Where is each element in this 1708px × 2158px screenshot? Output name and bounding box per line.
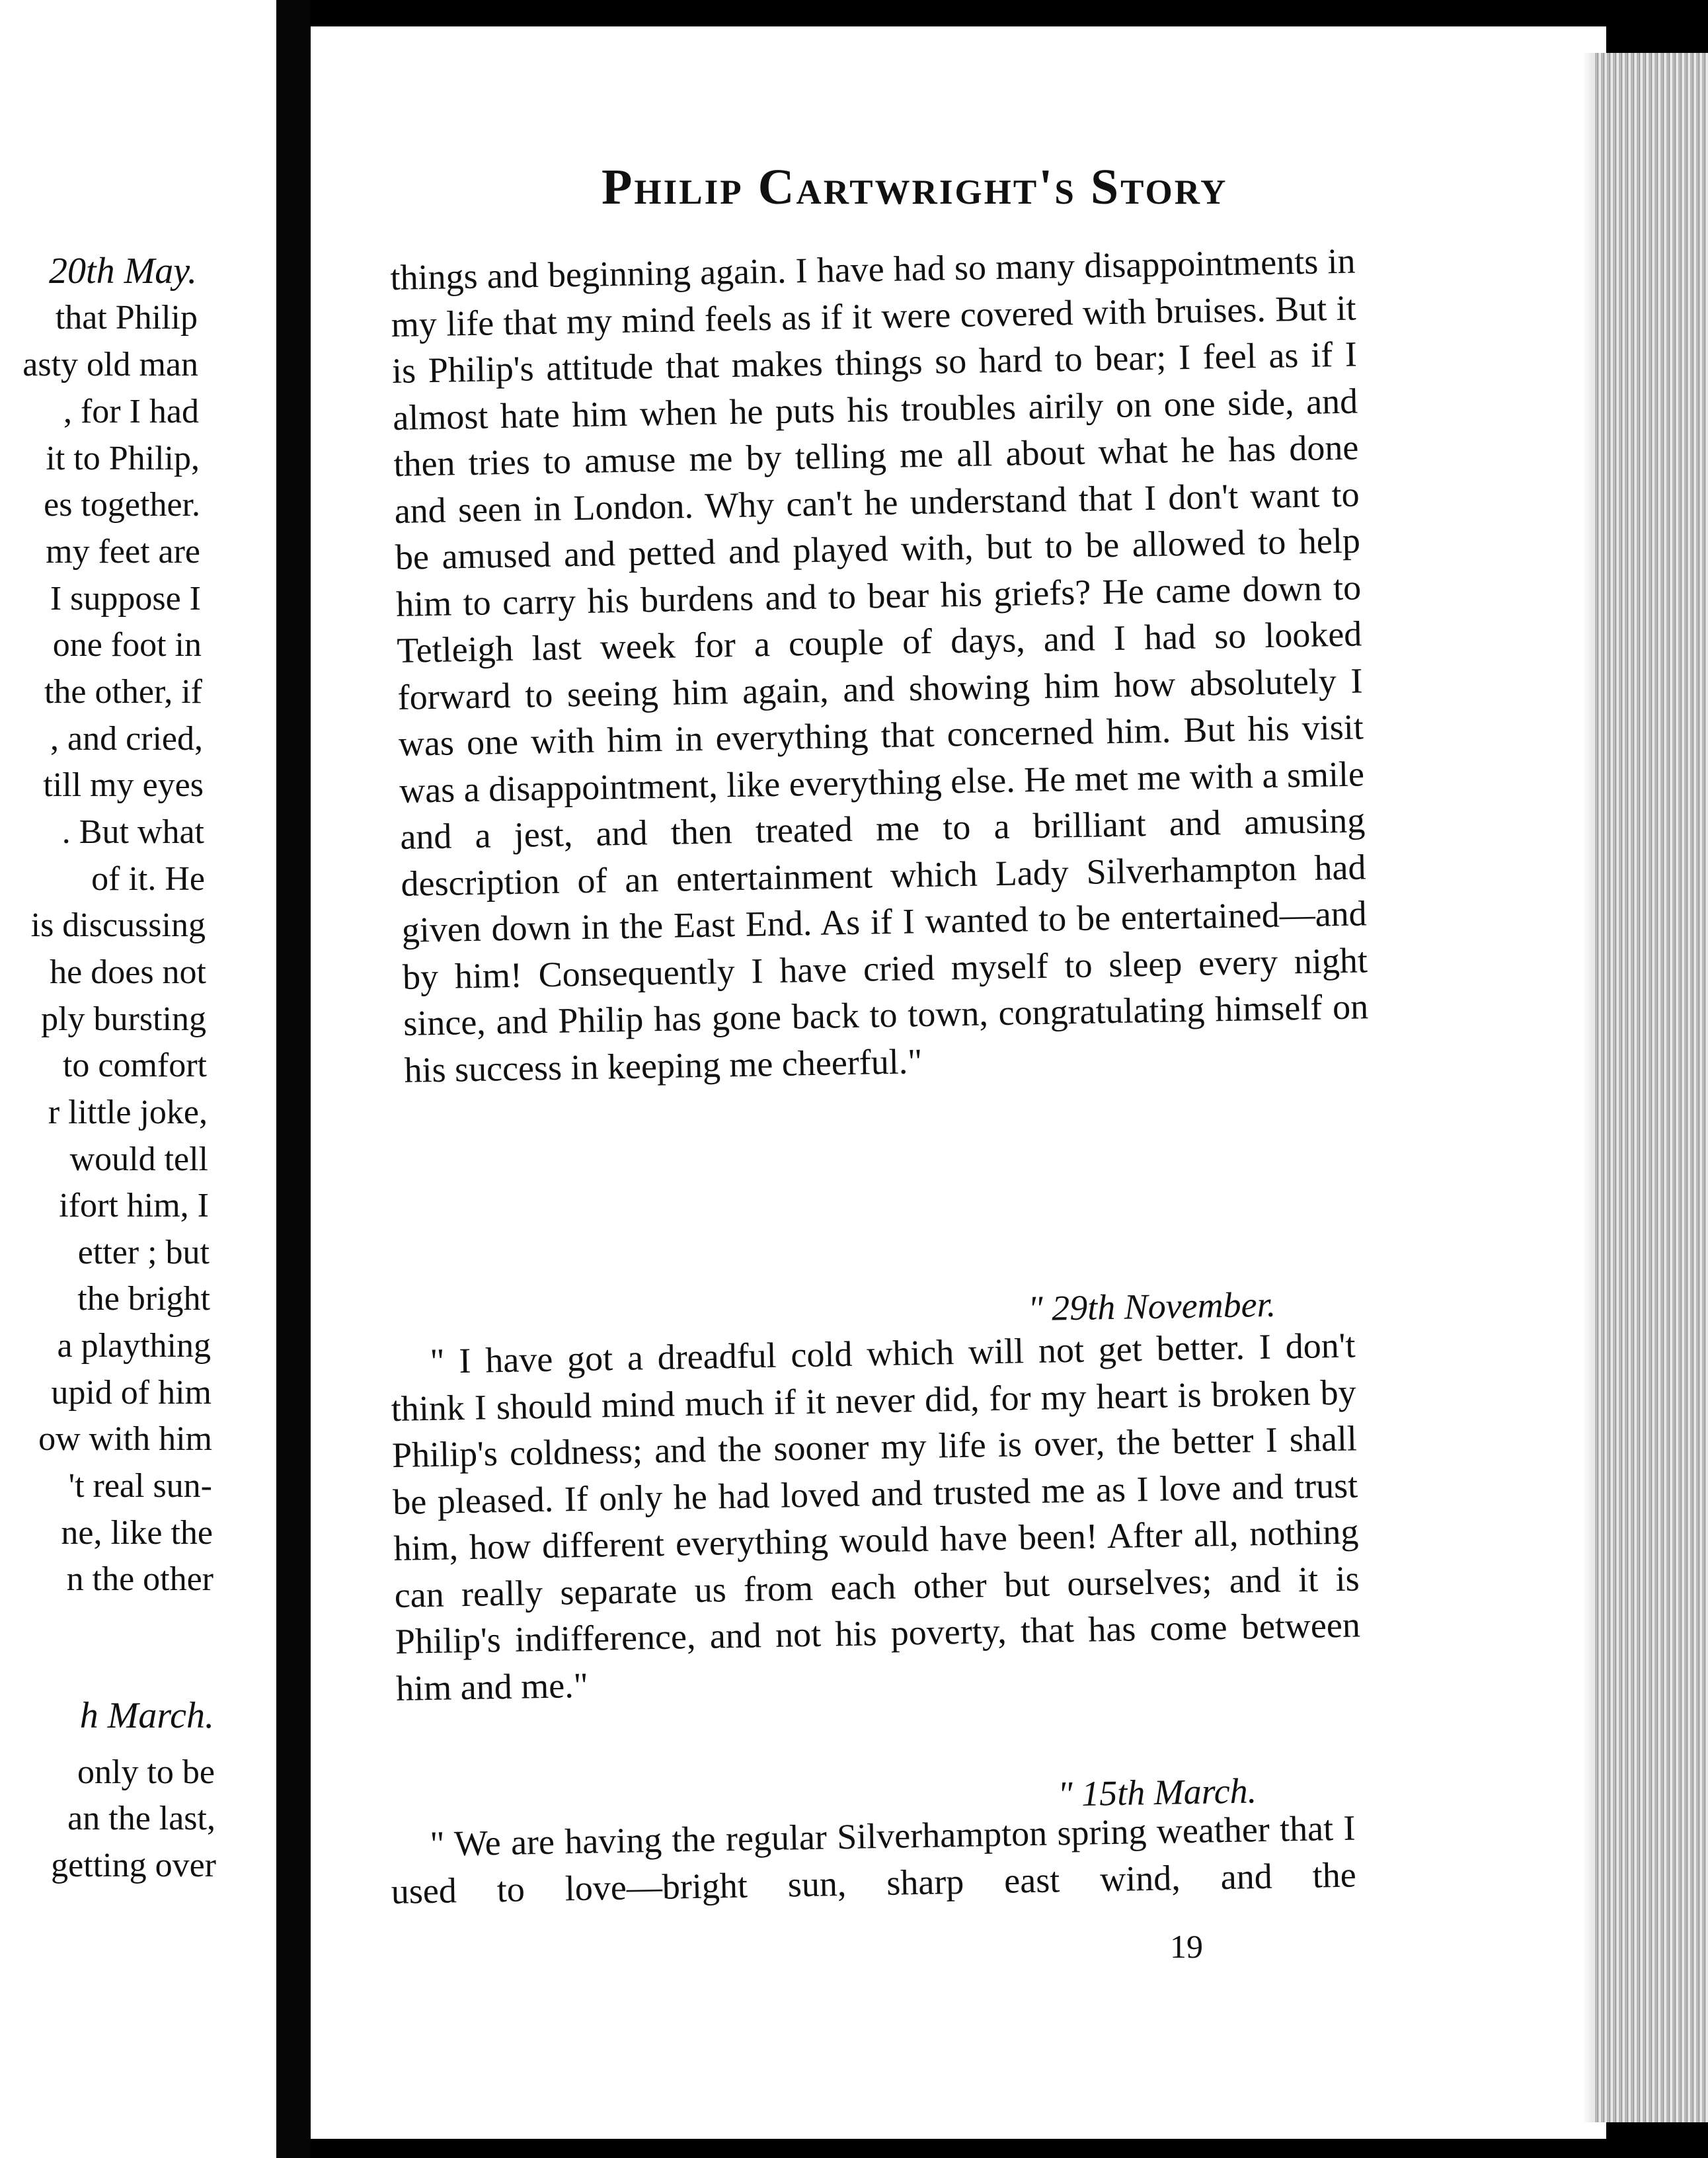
left-page-line: a plaything: [57, 1327, 211, 1365]
left-page-line: it to Philip,: [46, 440, 200, 477]
left-page-line: I suppose I: [50, 580, 201, 618]
left-page-line: ne, like the: [61, 1514, 213, 1552]
left-page-line: the other, if: [44, 673, 202, 711]
left-page-line: ow with him: [38, 1420, 212, 1458]
left-page-line: getting over: [51, 1847, 216, 1884]
left-page-line: r little joke,: [48, 1094, 208, 1131]
left-page-line: ifort him, I: [59, 1187, 209, 1224]
left-page-line: es together.: [44, 486, 200, 524]
left-page-line: would tell: [69, 1140, 208, 1178]
right-page: [311, 26, 1606, 2139]
left-page-line: 't real sun-: [68, 1467, 212, 1505]
left-page-line: 20th May.: [49, 251, 197, 292]
left-page-line: my feet are: [46, 533, 200, 571]
left-page-line: only to be: [77, 1753, 215, 1791]
running-title: Philip Cartwright's Story: [602, 159, 1228, 215]
left-page-line: upid of him: [51, 1374, 212, 1412]
left-page-line: . But what: [61, 813, 204, 851]
left-page-line: of it. He: [91, 860, 205, 898]
left-page-line: , for I had: [63, 393, 199, 430]
left-page-line: n the other: [66, 1560, 214, 1598]
paragraph-2: " I have got a dreadful cold which will not get better. I don't think I should mind much if it never did, for my heart is broken by Philip's coldness; and the sooner my life is over, the better I shall be pleased. If only he had loved and trusted me as I love and trust him, how different everything would have been! After all, nothing can really separate us from each other but ourselves; and it is Philip's indifference, and not his poverty, that has come between him and me.": [391, 1325, 1361, 1708]
signature-mark: 19: [1170, 1928, 1203, 1965]
left-page-line: h March.: [79, 1695, 214, 1736]
left-page-line: , and cried,: [50, 720, 203, 758]
entry-date-29th-november: " 29th November.: [1027, 1284, 1276, 1329]
left-page-line: he does not: [50, 953, 206, 991]
paragraph-1: things and beginning again. I have had so many disappointments in my life that my mind feels as if it were covered with bruises. But it is Philip's attitude that makes things so hard to bear; I feel as if I almost hate him when he puts his troubles airily on one side, and then tries to amuse me by telling me all about what he has done and seen in London. Why can't he understand that I don't want to be amused and petted and played with, but to be allowed to help him to carry his burdens and to bear his griefs? He came down to Tetleigh last week for a couple of days, and I had so looked forward to seeing him again, and showing him how absolutely I was one with him in everything that concerned him. But his visit was a disappointment, like everything else. He met me with a smile and a jest, and then treated me to a brilliant and amusing description of an entertainment which Lady Silverhampton had given down in the East End. As if I wanted to be entertained—and by him! Consequently I have cried myself to sleep every night since, and Philip has gone back to town, congratulating himself on his success in keeping me cheerful.": [390, 241, 1369, 1090]
book-page-edges: [1593, 53, 1708, 2122]
left-page-line: asty old man: [22, 346, 198, 383]
paragraph-3: " We are having the regular Silverhampton spring weather that I used to love—bright sun, sharp east wind, and the: [391, 1808, 1357, 1911]
page-header: [602, 159, 1633, 225]
left-page-line: the bright: [77, 1280, 210, 1318]
entry-paragraph: [390, 1322, 1362, 1712]
left-page-line: to comfort: [62, 1047, 207, 1084]
entry-paragraph: [390, 238, 1370, 1094]
left-page-line: till my eyes: [43, 766, 204, 804]
entry-paragraph: [390, 1805, 1356, 1915]
left-page-line: etter ; but: [77, 1234, 210, 1271]
book-gutter: [276, 0, 311, 2158]
left-page-line: an the last,: [67, 1800, 215, 1837]
left-page: [0, 0, 276, 2158]
left-page-line: ply bursting: [41, 1000, 206, 1038]
entry-date-15th-march: " 15th March.: [1057, 1771, 1257, 1814]
left-page-line: that Philip: [55, 299, 198, 337]
left-page-line: is discussing: [30, 906, 206, 944]
left-page-line: one foot in: [52, 626, 202, 664]
